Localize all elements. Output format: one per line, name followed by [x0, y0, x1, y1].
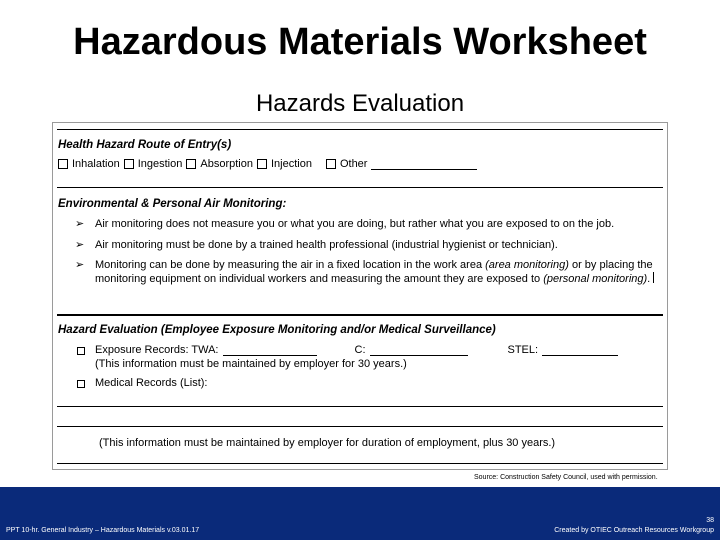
monitoring-bullet-3 — [95, 259, 665, 286]
c-label: C: — [354, 344, 366, 356]
c-blank-field[interactable] — [370, 345, 468, 356]
bullet-3-ital-2: (personal monitoring) — [543, 273, 648, 285]
section-rule-2 — [57, 314, 663, 316]
bullet-3-b: or by placing the monitoring equipment on individual workers and measuring the amount they are exposed to — [95, 259, 653, 285]
exposure-records-row — [95, 344, 618, 356]
bullet-2-main: Air monitoring must be done by a trained health professional — [95, 239, 392, 251]
footer-bar — [0, 487, 720, 540]
option-label: Absorption — [200, 158, 253, 170]
inhalation-option[interactable] — [58, 158, 120, 170]
bottom-rule — [57, 463, 663, 464]
exposure-checkbox-icon[interactable] — [77, 347, 85, 355]
monitoring-bullet-2 — [95, 239, 665, 252]
footer-course-text: PPT 10-hr. General Industry – Hazardous Materials v.03.01.17 — [6, 527, 200, 534]
checkbox-icon[interactable] — [186, 159, 196, 169]
slide-subtitle: Hazards Evaluation — [255, 90, 465, 117]
twa-blank-field[interactable] — [223, 345, 317, 356]
checkbox-icon[interactable] — [124, 159, 134, 169]
medical-blank-line-2[interactable] — [57, 426, 663, 427]
slide-title: Hazardous Materials Worksheet — [73, 21, 647, 63]
injection-option[interactable] — [257, 158, 312, 170]
other-blank-field[interactable] — [371, 159, 477, 170]
bullet-3-end: . — [647, 273, 651, 285]
monitoring-section-title: Environmental & Personal Air Monitoring: — [58, 198, 287, 210]
text-cursor-icon — [653, 272, 654, 283]
checkbox-icon[interactable] — [326, 159, 336, 169]
other-option[interactable] — [326, 158, 368, 170]
arrow-bullet-icon: ➢ — [75, 239, 85, 251]
bullet-3-a: Monitoring can be done by measuring the air in a fixed location in the work area — [95, 259, 486, 271]
option-label: Injection — [270, 158, 312, 170]
bullet-2-paren: (industrial hygienist or technician). — [391, 239, 558, 251]
option-label: Ingestion — [137, 158, 183, 170]
medical-blank-line-1[interactable] — [57, 406, 663, 407]
section-rule-1 — [57, 187, 663, 188]
route-section-title: Health Hazard Route of Entry(s) — [58, 139, 232, 151]
footer-credit-text: Created by OTIEC Outreach Resources Workgroup — [554, 527, 714, 534]
absorption-option[interactable] — [186, 158, 253, 170]
source-credit: Source: Construction Safety Council, used with permission. — [474, 474, 658, 481]
arrow-bullet-icon: ➢ — [75, 259, 85, 271]
option-label: Other — [339, 158, 368, 170]
option-label: Inhalation — [72, 158, 120, 170]
checkbox-icon[interactable] — [257, 159, 267, 169]
checkbox-icon[interactable] — [58, 159, 68, 169]
exposure-note: (This information must be maintained by employer for 30 years.) — [95, 358, 407, 370]
medical-note: (This information must be maintained by employer for duration of employment, plus 30 years.) — [99, 437, 556, 449]
bullet-3-ital-1: (area monitoring) — [485, 259, 569, 271]
route-options — [58, 158, 477, 170]
medical-records-label: Medical Records (List): — [95, 377, 208, 389]
monitoring-bullet-1: Air monitoring does not measure you or what you are doing, but rather what you are exposed to on the job. — [95, 218, 615, 230]
medical-checkbox-icon[interactable] — [77, 380, 85, 388]
top-rule — [57, 129, 663, 130]
ingestion-option[interactable] — [124, 158, 183, 170]
exposure-label: Exposure Records: TWA: — [95, 344, 219, 356]
evaluation-section-title: Hazard Evaluation (Employee Exposure Monitoring and/or Medical Surveillance) — [58, 324, 496, 336]
arrow-bullet-icon: ➢ — [75, 218, 85, 230]
stel-blank-field[interactable] — [542, 345, 618, 356]
worksheet-form — [52, 122, 668, 470]
page-number: 38 — [706, 517, 714, 524]
stel-label: STEL: — [507, 344, 539, 356]
